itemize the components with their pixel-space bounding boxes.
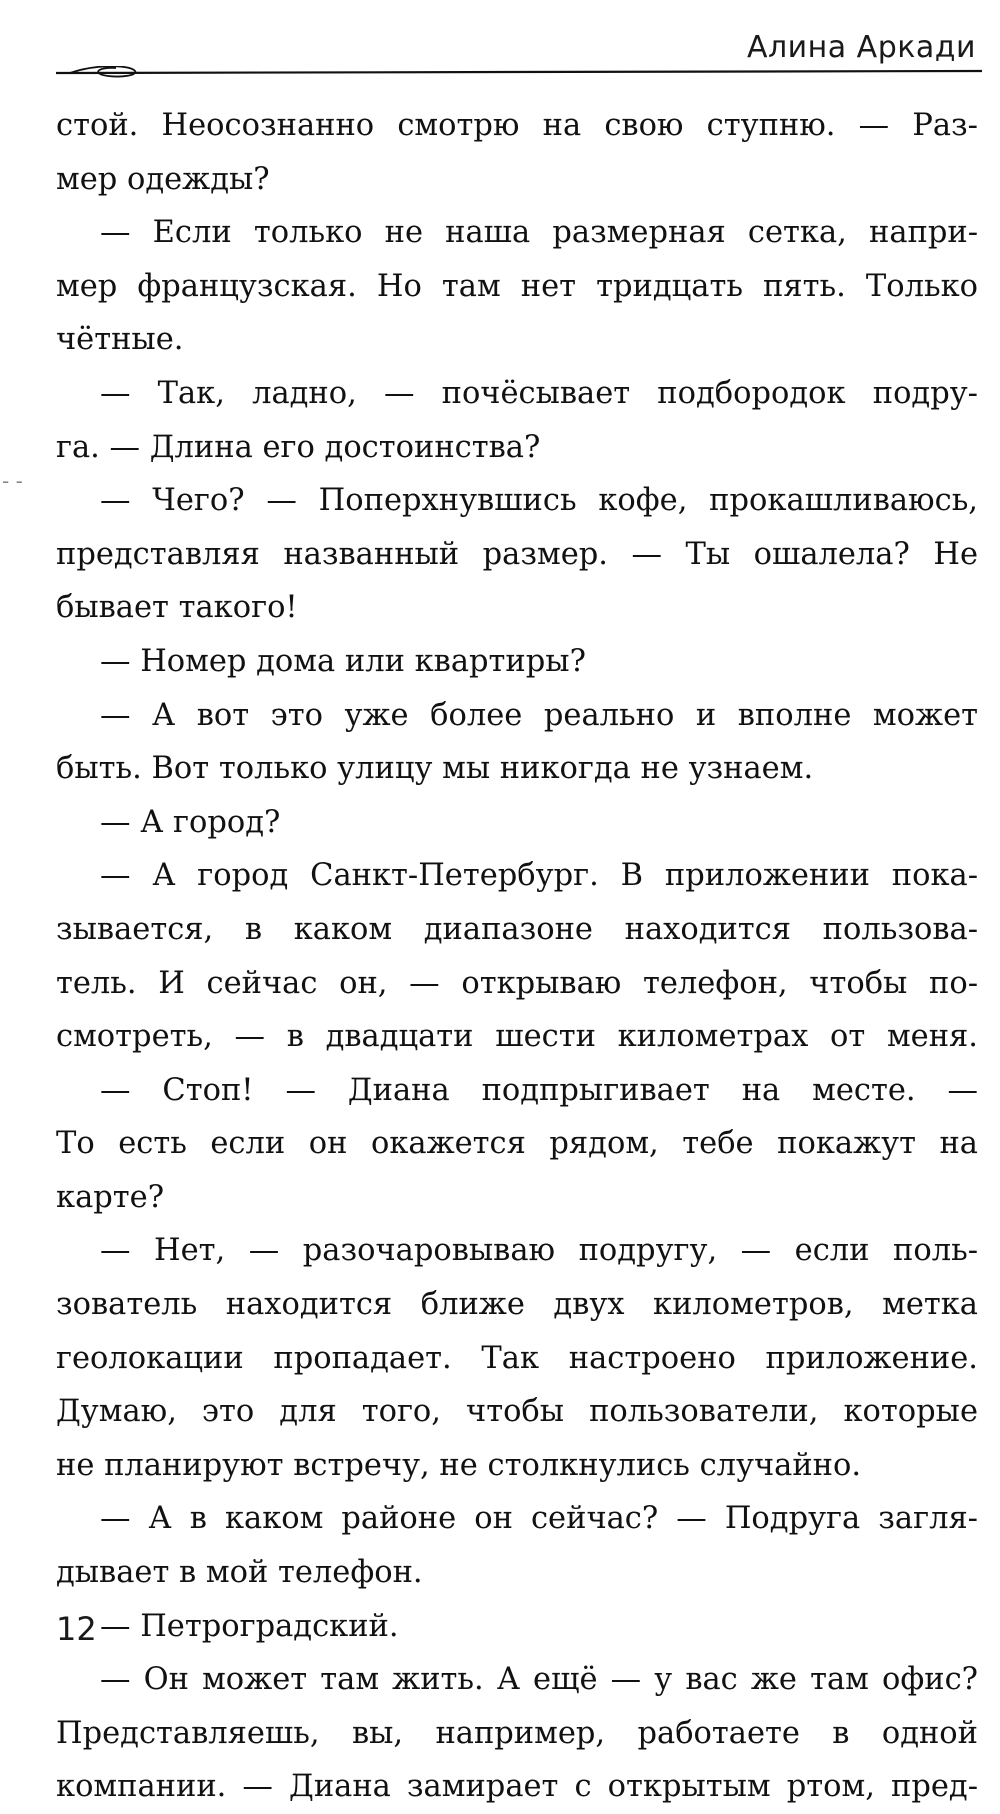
text-line: Думаю, это для того, чтобы пользователи, которые [56, 1394, 978, 1430]
text-line: зывается, в каком диапазоне находится пользова- [56, 911, 978, 947]
header-rule-ornament [56, 66, 982, 78]
text-line: чётные. [56, 322, 184, 358]
text-line: — Петроградский. [100, 1608, 399, 1644]
text-line: компании. — Диана замирает с открытым ртом, пред- [56, 1769, 978, 1805]
text-line: быть. Вот только улицу мы никогда не узнаем. [56, 751, 814, 787]
text-line: — Он может там жить. А ещё — у вас же там офис? [100, 1662, 978, 1698]
text-line: Представляешь, вы, например, работаете в одной [56, 1715, 978, 1751]
text-line: дывает в мой телефон. [56, 1555, 423, 1591]
text-line: тель. И сейчас он, — открываю телефон, чтобы по- [56, 965, 978, 1001]
text-line: — А город Санкт-Петербург. В приложении пока- [100, 858, 978, 894]
text-line: То есть если он окажется рядом, тебе покажут на [56, 1126, 978, 1162]
margin-mark: - - [2, 469, 23, 493]
page-number: 12 [56, 1610, 97, 1648]
text-line: — А вот это уже более реально и вполне может [100, 697, 978, 733]
body-text [56, 99, 978, 1814]
text-line: — Стоп! — Диана подпрыгивает на месте. — [100, 1072, 978, 1108]
text-line: — Если только не наша размерная сетка, напри- [100, 215, 978, 251]
text-line: смотреть, — в двадцати шести километрах от меня. [56, 1019, 978, 1055]
text-line: зователь находится ближе двух километров, метка [56, 1287, 978, 1323]
text-line: — А в каком районе он сейчас? — Подруга загля- [100, 1501, 978, 1537]
text-line: стой. Неосознанно смотрю на свою ступню. — Раз- [56, 108, 978, 143]
text-line: — Чего? — Поперхнувшись кофе, прокашливаюсь, [100, 483, 978, 519]
text-line: бывает такого! [56, 590, 298, 626]
text-line: карте? [56, 1179, 165, 1215]
text-line: — Так, ладно, — почёсывает подбородок подру- [100, 375, 978, 411]
text-line: представляя названный размер. — Ты ошалела? Не [56, 536, 978, 572]
text-line: — А город? [100, 804, 281, 840]
text-line: га. — Длина его достоинства? [56, 429, 541, 465]
running-head-author: Алина Аркади [746, 30, 976, 65]
text-line: мер одежды? [56, 161, 270, 197]
text-line: мер французская. Но там нет тридцать пять. Только [56, 268, 978, 304]
text-line: — Нет, — разочаровываю подругу, — если поль- [100, 1233, 978, 1269]
text-line: не планируют встречу, не столкнулись случайно. [56, 1447, 862, 1483]
text-line: геолокации пропадает. Так настроено приложение. [56, 1340, 978, 1376]
text-line: — Номер дома или квартиры? [100, 643, 586, 679]
